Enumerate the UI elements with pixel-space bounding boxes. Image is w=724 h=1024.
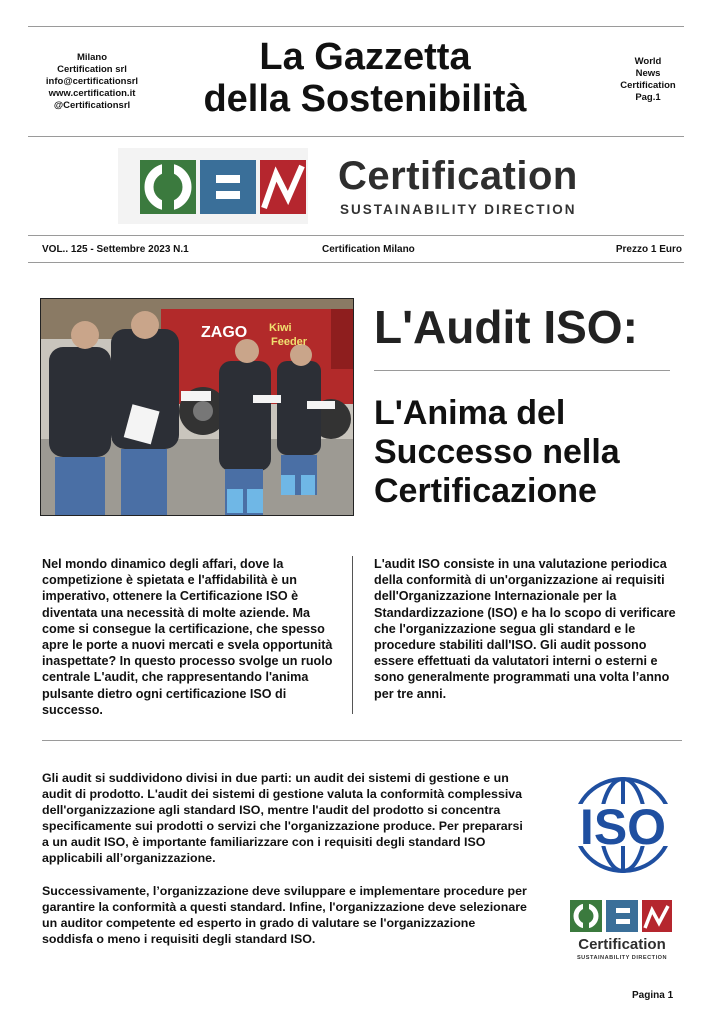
masthead-edition: [612, 56, 684, 104]
headline-rule: [374, 370, 670, 371]
certification-logo-icon: [118, 148, 308, 224]
section-rule: [42, 740, 682, 741]
masthead-handle: @Certificationsrl: [53, 100, 131, 111]
top-rule: [28, 26, 684, 27]
masthead-email: info@certificationsrl: [45, 76, 139, 87]
masthead-website: www.certification.it: [48, 88, 136, 99]
iso-text: ISO: [579, 799, 667, 855]
iso-logo: [560, 774, 686, 876]
small-logo-brand: Certification: [578, 936, 666, 953]
iso-globe-icon: [560, 774, 686, 876]
page-number: Pagina 1: [632, 990, 674, 1001]
article-photo: [40, 298, 354, 516]
masthead-company: Certification srl: [57, 64, 127, 75]
subheadline-line-1: L'Anima del: [374, 394, 566, 432]
auditors-photo-illustration: [41, 299, 353, 515]
bottom-paragraph-1: Gli audit si suddividono divisi in due parti: un audit dei sistemi di gestione e un audit di prodotto. L'audit dei sistemi di gestione valuta la conformità complessiva dell'organizzazione agli standard ISO, mentre l'audit del prodotto si concentra specificamente sui prodotti o servizi che l'organizzazione produce. Per prepararsi a un audit ISO, è importante familiarizzare con i requisiti degli standard ISO applicabili all’organizzazione.: [42, 771, 523, 866]
issue-price: Prezzo 1 Euro: [615, 244, 682, 255]
newspaper-title: [160, 36, 570, 120]
truck-text-feeder: Feeder: [271, 336, 308, 348]
edition-line-3: Certification: [620, 80, 676, 91]
subheadline-line-2: Successo nella: [374, 433, 620, 471]
masthead-contact: [28, 52, 156, 112]
title-line-1: La Gazzetta: [259, 36, 471, 78]
edition-line-2: News: [635, 68, 661, 79]
article-column-1: Nel mondo dinamico degli affari, dove la competizione è spietata e l'affidabilità è un imperativo, ottenere la Certificazione ISO è diventata una necessità di molte aziende. Ma come si consegue la certificazione, che spesso apre le porte a nuovi mercati e svela opportunità inaspettate? In questo processo svolge un ruolo centrale L'audit, che rappresentando l'anima pulsante dietro ogni certificazione ISO di successo.: [42, 557, 333, 717]
truck-text-brand: ZAGO: [201, 324, 248, 341]
bottom-paragraph-2: Successivamente, l’organizzazione deve sviluppare e implementare procedure per garantire la conformità a questi standard. Infine, l'organizzazione deve selezionare un auditor competente ed esperto in grado di valutare se l'organizzazione soddisfa o meno i requisiti degli standard ISO.: [42, 883, 527, 946]
article-bottom-text: [42, 770, 528, 963]
article-column-2: L'audit ISO consiste in una valutazione periodica della conformità di un'organizzazione ai requisiti dell'Organizzazione Internazionale per la Standardizzazione (ISO) e ha lo scopo di verificare che l'organizzazione segua gli standard e le procedure stabiliti dall'ISO. Gli audit possono essere effettuati da valutatori interni o esterni e sono generalmente programmati una volta l’anno per tre anni.: [374, 557, 676, 701]
masthead-city: Milano: [76, 52, 108, 63]
column-divider: [352, 556, 353, 714]
banner-brand: Certification: [338, 154, 578, 198]
truck-text-kiwi: Kiwi: [269, 322, 292, 334]
small-logo-tagline: SUSTAINABILITY DIRECTION: [576, 955, 668, 961]
small-logo-icon: [566, 898, 678, 934]
infobar-bottom-rule: [28, 262, 684, 263]
edition-line-4: Pag.1: [635, 92, 661, 103]
infobar-top-rule: [28, 235, 684, 236]
issue-volume: VOL.. 125 - Settembre 2023 N.1: [42, 244, 189, 255]
issue-edition: Certification Milano: [322, 244, 415, 255]
headline: L'Audit ISO:: [374, 301, 638, 353]
banner-tagline: SUSTAINABILITY DIRECTION: [340, 202, 577, 217]
title-line-2: della Sostenibilità: [203, 78, 527, 120]
small-certification-logo: [566, 898, 678, 964]
masthead-bottom-rule: [28, 136, 684, 137]
subheadline-line-3: Certificazione: [374, 472, 597, 510]
edition-line-1: World: [634, 56, 662, 67]
banner-logo: [118, 148, 608, 224]
subheadline: [374, 394, 694, 511]
